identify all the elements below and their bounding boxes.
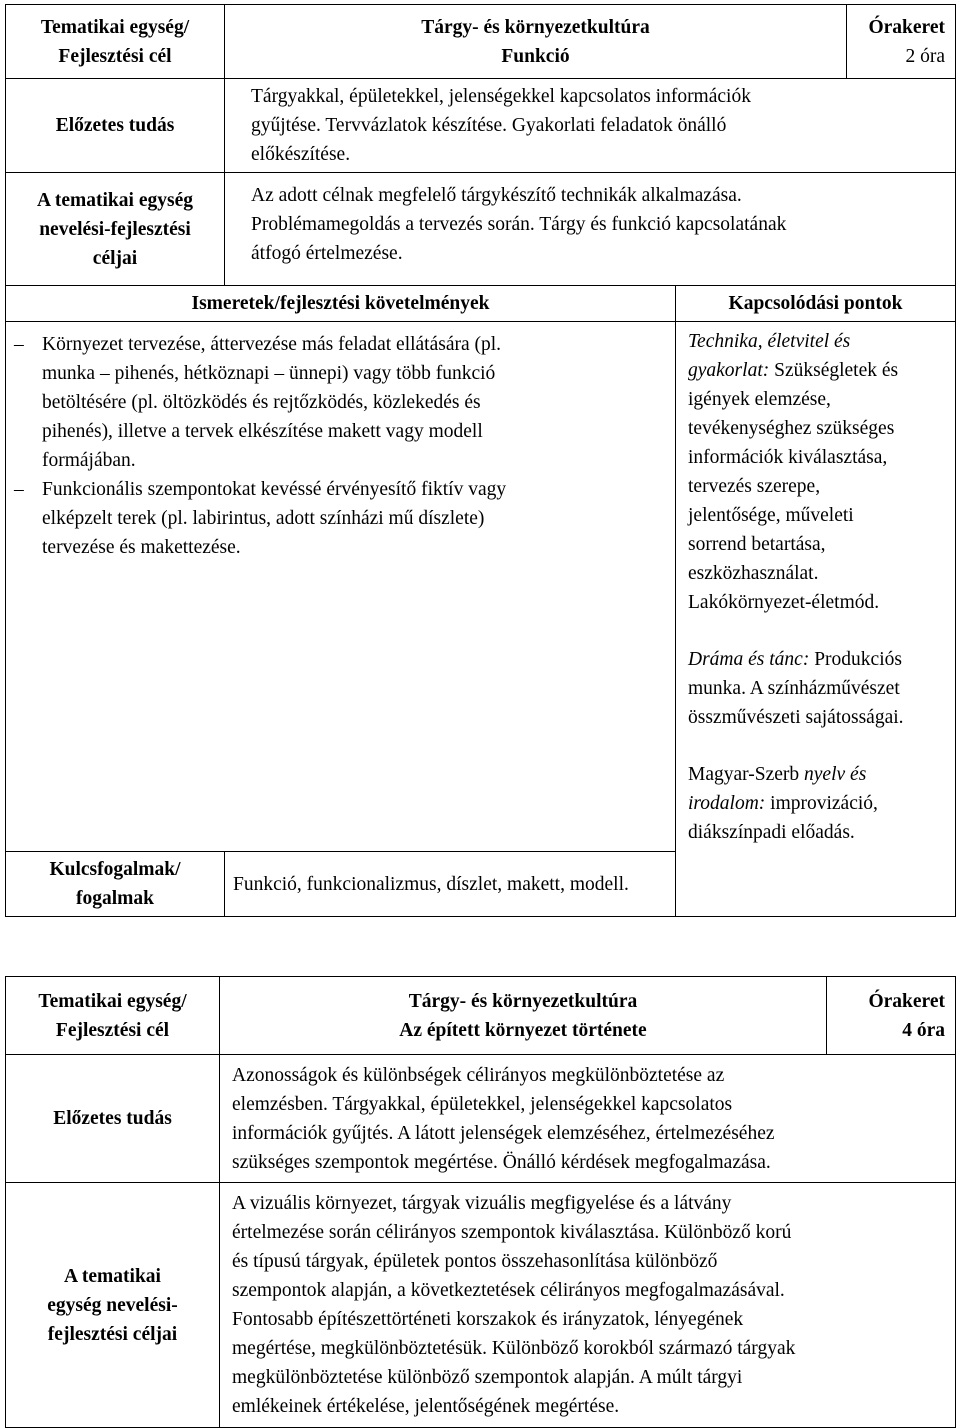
list-item: – Környezet tervezése, áttervezése más feladat ellátására (pl. munka – pihenés, hétköznapi – ünnepi) vagy több funkció betöltésére (pl. öltözködés és rejtőzködés, közlekedés és pihenés), illetve a tervek elkészítése makett vagy modell formájában. (14, 334, 502, 471)
orakeret: Órakeret 4 óra (827, 977, 956, 1055)
elozetes-tudas-text: Azonosságok és különbségek célirányos megkülönböztetése az elemzésben. Tárgyakkal, épületekkel, jelenségekkel kapcsolatos információk gyűjtés. A látott jelenségek elemzéséhez, értelmezéséhez szükséges szempontok megértése. Önálló kérdések megfogalmazása. (220, 1055, 956, 1183)
tematikai-egyseg-label: Tematikai egység/ Fejlesztési cél (6, 5, 225, 79)
celjai-text: Az adott célnak megfelelő tárgykészítő technikák alkalmazása. Problémamegoldás a tervezés során. Tárgy és funkció kapcsolatának átfogó értelmezése. (225, 173, 956, 286)
elozetes-tudas-label: Előzetes tudás (6, 79, 225, 173)
tematikai-egyseg-label: Tematikai egység/ Fejlesztési cél (6, 977, 220, 1055)
kapcsolodasi-drama: Dráma és tánc: Produkciós munka. A színházművészet összművészeti sajátosságai. (688, 649, 904, 728)
table-epitett-kornyezet (5, 976, 956, 1428)
celjai-label: A tematikai egység nevelési-fejlesztési céljai (6, 173, 225, 286)
kulcsfogalmak-text: Funkció, funkcionalizmus, díszlet, makett, modell. (225, 852, 676, 917)
kulcsfogalmak-label: Kulcsfogalmak/ fogalmak (6, 852, 225, 917)
ismeretek-content (6, 322, 676, 852)
kapcsolodasi-header: Kapcsolódási pontok (676, 286, 956, 322)
kapcsolodasi-magyar-szerb: Magyar-Szerb nyelv és irodalom: improvizáció, diákszínpadi előadás. (688, 764, 878, 843)
unit-title: Tárgy- és környezetkultúra Az épített környezet története (220, 977, 827, 1055)
celjai-text: A vizuális környezet, tárgyak vizuális megfigyelése és a látvány értelmezése során célirányos szempontok kiválasztása. Különböző korú és típusú tárgyak, épületek pontos összehasonlítása különböző szempontok alapján, a következtetések célirányos megfogalmazásával. Fontosabb építészettörténeti korszakok és irányzatok, lényegének megértése, megkülönböztetésük. Különböző korokból származó tárgyak megkülönböztetése különböző szempontok alapján. A múlt tárgyi emlékeinek értékelése, jelentőségének megértése. (220, 1183, 956, 1428)
kapcsolodasi-technika: Technika, életvitel és gyakorlat: Szükségletek és igények elemzése, tevékenységhez szükséges információk kiválasztása, tervezés szerepe, jelentősége, műveleti sorrend betartása, eszközhasználat. Lakókörnyezet-életmód. (688, 331, 899, 613)
elozetes-tudas-label: Előzetes tudás (6, 1055, 220, 1183)
celjai-label: A tematikai egység nevelési- fejlesztési céljai (6, 1183, 220, 1428)
table-funkcio (5, 4, 956, 917)
elozetes-tudas-text: Tárgyakkal, épületekkel, jelenségekkel kapcsolatos információk gyűjtése. Tervvázlatok készítése. Gyakorlati feladatok önálló előkészítése. (225, 79, 956, 173)
ismeretek-header: Ismeretek/fejlesztési követelmények (6, 286, 676, 322)
kapcsolodasi-content (676, 322, 956, 917)
list-item: – Funkcionális szempontokat kevéssé érvényesítő fiktív vagy elképzelt terek (pl. labirintus, adott színházi mű díszlete) tervezése és makettezése. (14, 479, 507, 558)
orakeret: Órakeret 2 óra (847, 5, 956, 79)
unit-title: Tárgy- és környezetkultúra Funkció (225, 5, 847, 79)
